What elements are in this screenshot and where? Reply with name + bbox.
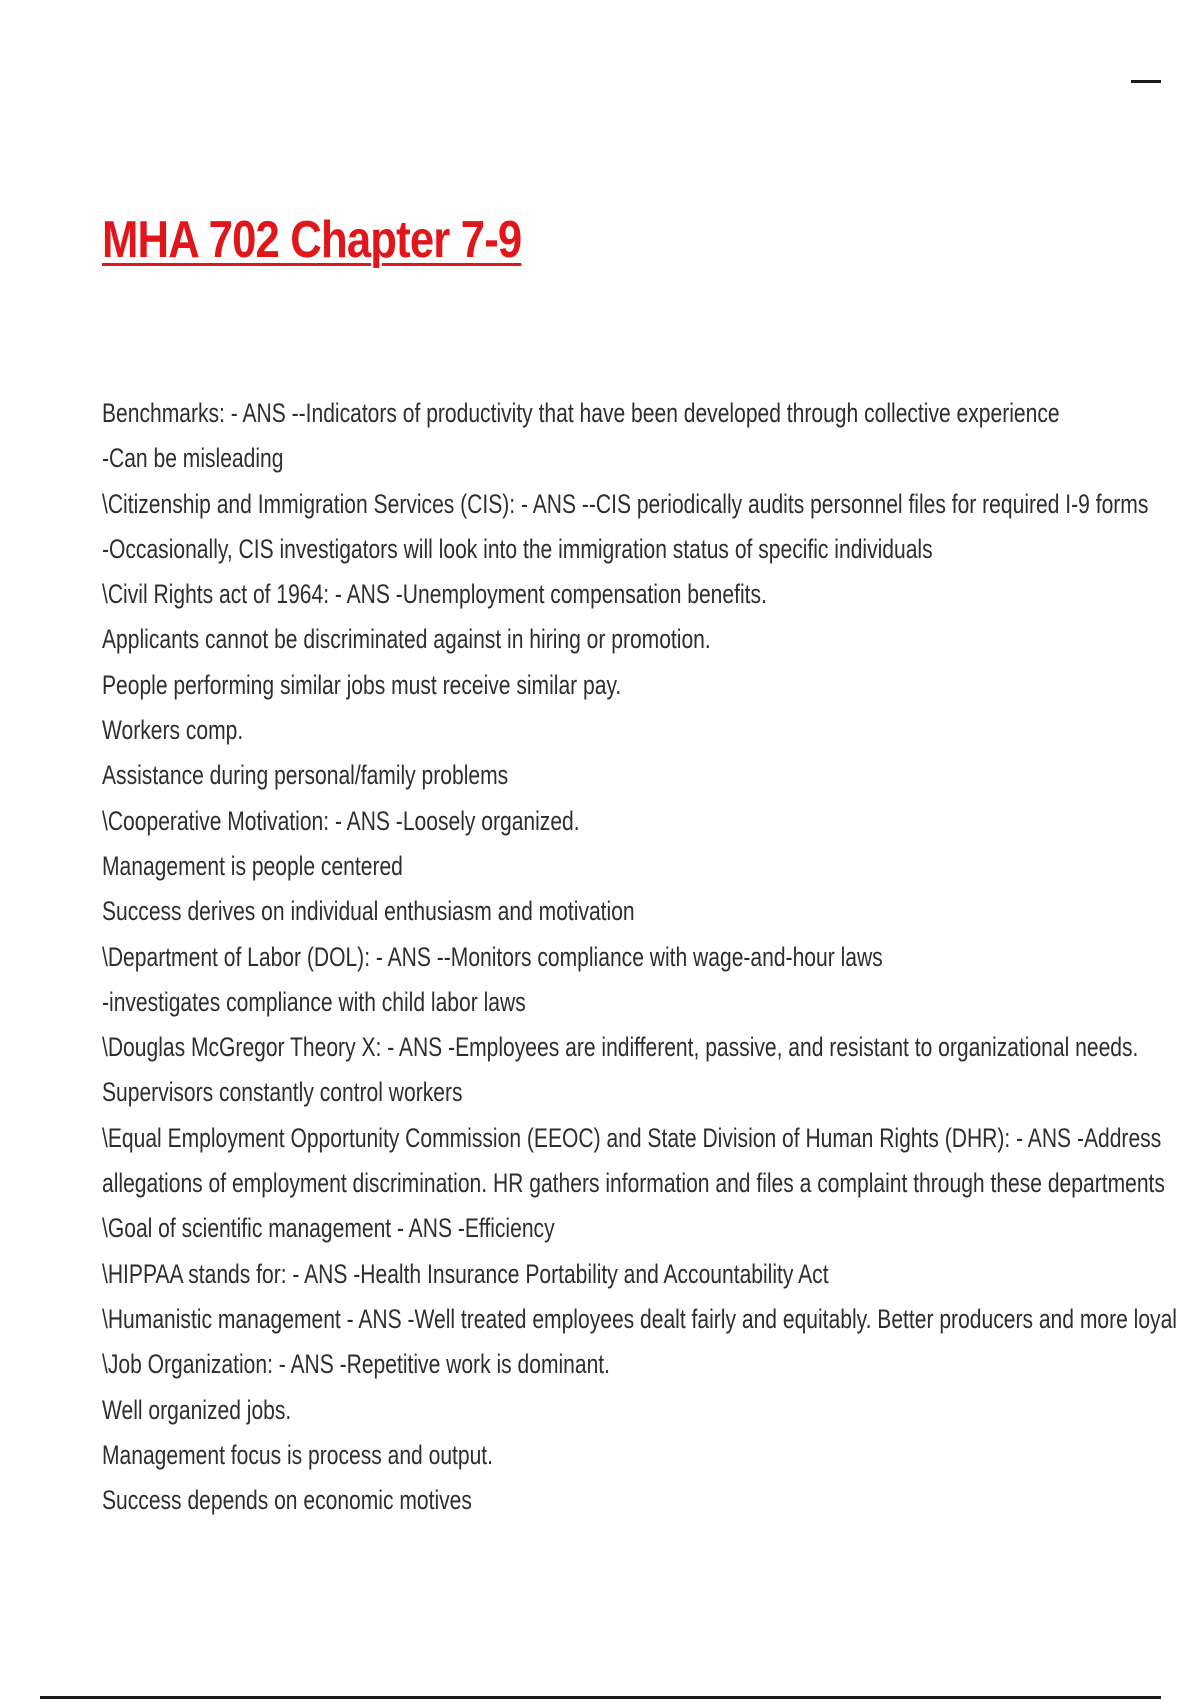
header-dash [1131,80,1161,83]
text-line: Benchmarks: - ANS --Indicators of productivity that have been developed through collective experience [102,398,1060,428]
text-line: Applicants cannot be discriminated against in hiring or promotion. [102,624,711,655]
text-line: Supervisors constantly control workers [102,1077,463,1108]
text-line: \Humanistic management - ANS -Well treated employees dealt fairly and equitably. Better producers and more loyal [102,1303,1177,1334]
text-line: -investigates compliance with child labor laws [102,986,526,1017]
text-line: -Occasionally, CIS investigators will look into the immigration status of specific individuals [102,533,933,564]
text-line: \Civil Rights act of 1964: - ANS -Unemployment compensation benefits. [102,579,767,610]
footer-rule [40,1696,1161,1699]
document-body [102,391,1200,1523]
text-line: \Citizenship and Immigration Services (CIS): - ANS --CIS periodically audits personnel files for required I-9 forms [102,488,1149,519]
page-title: MHA 702 Chapter 7-9 [102,211,522,269]
text-line: Management focus is process and output. [102,1439,494,1470]
text-line: Management is people centered [102,850,403,881]
text-line: \Job Organization: - ANS -Repetitive work is dominant. [102,1349,611,1380]
text-line: \HIPPAA stands for: - ANS -Health Insurance Portability and Accountability Act [102,1258,829,1289]
text-line: Well organized jobs. [102,1394,292,1425]
text-line: Success depends on economic motives [102,1485,472,1516]
text-line: Workers comp. [102,715,244,746]
text-line: \Department of Labor (DOL): - ANS --Monitors compliance with wage-and-hour laws [102,941,883,972]
text-line: \Douglas McGregor Theory X: - ANS -Employees are indifferent, passive, and resistant to organizational needs. [102,1032,1139,1063]
text-line: People performing similar jobs must receive similar pay. [102,669,622,700]
text-line: Assistance during personal/family problems [102,760,509,791]
text-line: allegations of employment discrimination. HR gathers information and files a complaint through these departments [102,1168,1165,1199]
text-line: \Equal Employment Opportunity Commission (EEOC) and State Division of Human Rights (DHR): - ANS -Address [102,1122,1162,1153]
text-line: \Cooperative Motivation: - ANS -Loosely organized. [102,805,580,836]
text-line: -Can be misleading [102,443,284,474]
text-line: \Goal of scientific management - ANS -Efficiency [102,1213,555,1244]
text-line: Success derives on individual enthusiasm and motivation [102,896,635,927]
